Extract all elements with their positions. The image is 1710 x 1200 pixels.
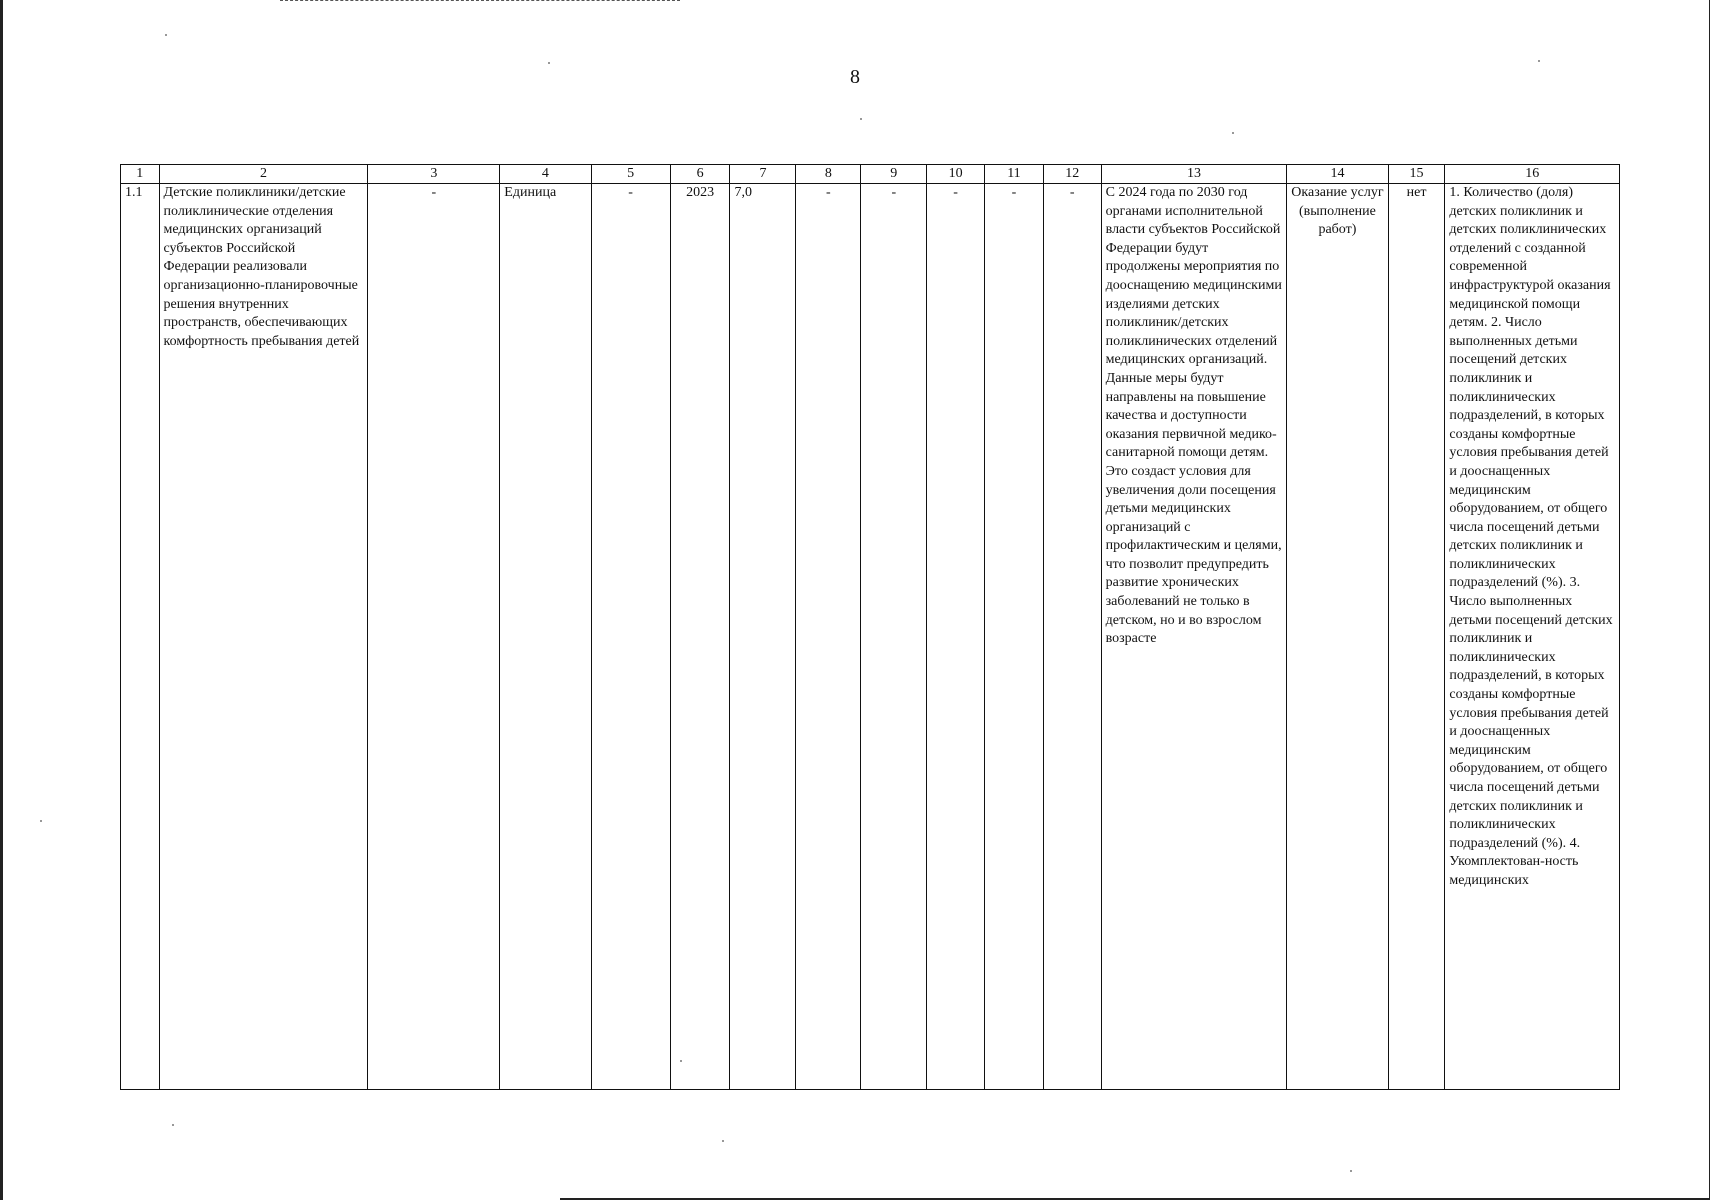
col-header: 16 <box>1445 165 1620 184</box>
cell-col3: - <box>368 184 500 1090</box>
cell-col11: - <box>985 184 1044 1090</box>
col-header: 5 <box>591 165 670 184</box>
scan-speck <box>1350 1170 1352 1172</box>
cell-number: 1.1 <box>121 184 160 1090</box>
header-row <box>121 165 1620 184</box>
scan-speck <box>722 1140 724 1142</box>
scan-edge-left <box>0 0 3 1200</box>
scan-speck <box>165 34 167 36</box>
col-header: 1 <box>121 165 160 184</box>
col-header: 13 <box>1101 165 1287 184</box>
col-header: 3 <box>368 165 500 184</box>
scan-speck <box>548 62 550 64</box>
cell-col8: - <box>796 184 861 1090</box>
scan-speck <box>1232 132 1234 134</box>
col-header: 11 <box>985 165 1044 184</box>
col-header: 2 <box>159 165 368 184</box>
cell-type: Оказание услуг (выполнение работ) <box>1287 184 1388 1090</box>
col-header: 9 <box>861 165 927 184</box>
scan-speck <box>40 820 42 822</box>
cell-flag: нет <box>1388 184 1445 1090</box>
col-header: 4 <box>500 165 591 184</box>
col-header: 15 <box>1388 165 1445 184</box>
cell-value: 7,0 <box>730 184 796 1090</box>
scan-speck <box>1538 60 1540 62</box>
cell-description: С 2024 года по 2030 год органами исполнительной власти субъектов Российской Федерации будут продолжены мероприятия по дооснащению медицинскими изделиями детских поликлиник/детских поликлинических отделений медицинских организаций. Данные меры будут направлены на повышение качества и доступности оказания первичной медико-санитарной помощи детям. Это создаст условия для увеличения доли посещения детьми медицинских организаций с профилактическим и целями, что позволит предупредить развитие хронических заболеваний не только в детском, но и во взрослом возрасте <box>1101 184 1287 1090</box>
page-number: 8 <box>850 66 860 88</box>
col-header: 7 <box>730 165 796 184</box>
col-header: 10 <box>927 165 985 184</box>
cell-col9: - <box>861 184 927 1090</box>
scan-speck <box>680 1060 682 1062</box>
cell-unit: Единица <box>500 184 591 1090</box>
col-header: 8 <box>796 165 861 184</box>
cell-result-name: Детские поликлиники/детские поликлинические отделения медицинских организаций субъектов Российской Федерации реализовали организационно-планировочные решения внутренних пространств, обеспечивающих комфортность пребывания детей <box>159 184 368 1090</box>
cell-year: 2023 <box>670 184 730 1090</box>
document-table <box>120 164 1620 1090</box>
scan-top-marks <box>280 0 680 4</box>
table-row <box>121 184 1620 1090</box>
scan-speck <box>860 118 862 120</box>
cell-indicators: 1. Количество (доля) детских поликлиник и детских поликлинических отделений с созданной современной инфраструктурой оказания медицинской помощи детям. 2. Число выполненных детьми посещений детских поликлиник и поликлинических подразделений, в которых созданы комфортные условия пребывания детей и дооснащенных медицинским оборудованием, от общего числа посещений детьми детских поликлиник и поликлинических подразделений (%). 3. Число выполненных детьми посещений детских поликлиник и поликлинических подразделений, в которых созданы комфортные условия пребывания детей и дооснащенных медицинским оборудованием, от общего числа посещений детьми детских поликлиник и поликлинических подразделений (%). 4. Укомплектован-ность медицинских <box>1445 184 1620 1090</box>
col-header: 6 <box>670 165 730 184</box>
col-header: 14 <box>1287 165 1388 184</box>
cell-col5: - <box>591 184 670 1090</box>
scan-speck <box>172 1124 174 1126</box>
col-header: 12 <box>1043 165 1101 184</box>
cell-col12: - <box>1043 184 1101 1090</box>
cell-col10: - <box>927 184 985 1090</box>
